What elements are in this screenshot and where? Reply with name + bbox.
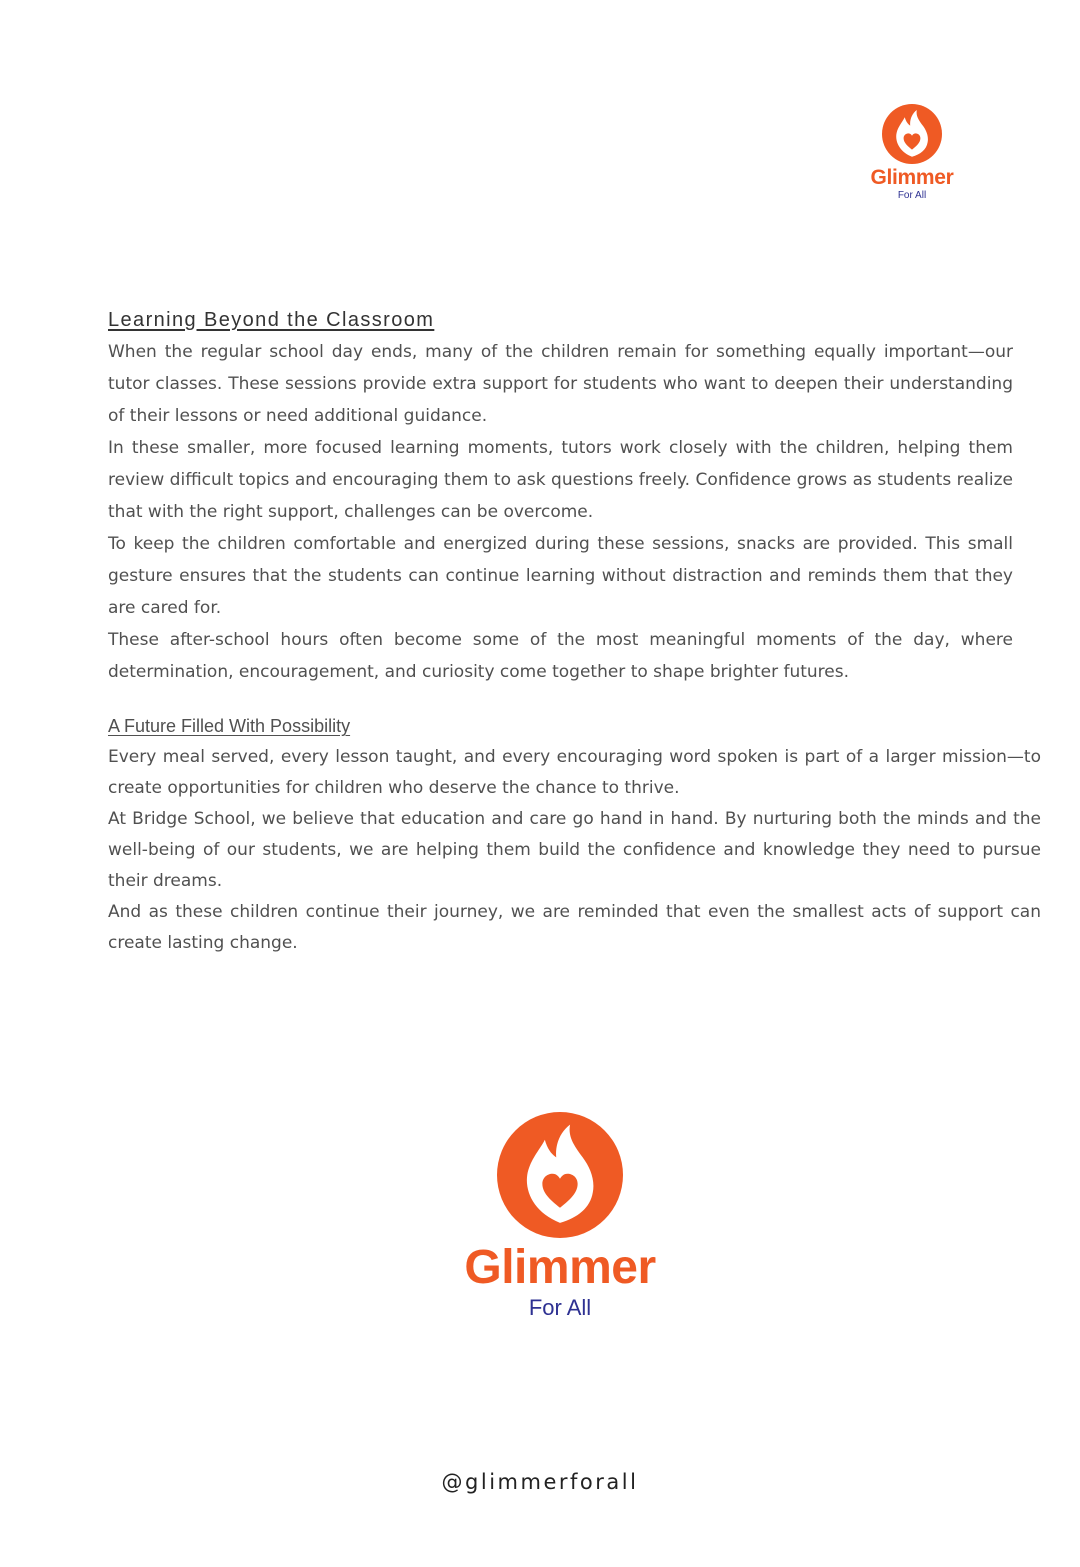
paragraph: To keep the children comfortable and energized during these sessions, snacks are provided. This small gesture ensures that the students can continue learning without distraction and reminds them that they are cared for. (108, 534, 1013, 618)
flame-heart-icon (497, 1112, 623, 1238)
footer-logo (420, 1112, 700, 1322)
section-heading: Learning Beyond the Classroom (108, 309, 435, 331)
paragraph: And as these children continue their journey, we are reminded that even the smallest acts of support can create lasting change. (108, 902, 1041, 953)
brand-tagline: For All (897, 190, 927, 201)
section-learning-beyond (108, 306, 1013, 688)
paragraph: These after-school hours often become some of the most meaningful moments of the day, where determination, encouragement, and curiosity come together to shape brighter futures. (108, 630, 1013, 682)
paragraph: In these smaller, more focused learning moments, tutors work closely with the children, helping them review difficult topics and encouraging them to ask questions freely. Confidence grows as students realize that with the right support, challenges can be overcome. (108, 438, 1013, 522)
section-future-possibility (108, 712, 1041, 959)
flame-heart-icon (882, 104, 942, 164)
brand-name: Glimmer (464, 1241, 656, 1294)
brand-name: Glimmer (870, 166, 954, 189)
paragraph: When the regular school day ends, many of the children remain for something equally important—our tutor classes. These sessions provide extra support for students who want to deepen their understanding of their lessons or need additional guidance. (108, 342, 1013, 426)
brand-tagline: For All (528, 1295, 592, 1320)
social-handle: @glimmerforall (441, 1470, 639, 1494)
header-logo (852, 104, 972, 202)
paragraph: At Bridge School, we believe that education and care go hand in hand. By nurturing both the minds and the well-being of our students, we are helping them build the confidence and knowledge they need to pursue their dreams. (108, 809, 1041, 891)
section-heading: A Future Filled With Possibility (108, 716, 351, 736)
paragraph: Every meal served, every lesson taught, and every encouraging word spoken is part of a larger mission—to create opportunities for children who deserve the chance to thrive. (108, 747, 1041, 798)
